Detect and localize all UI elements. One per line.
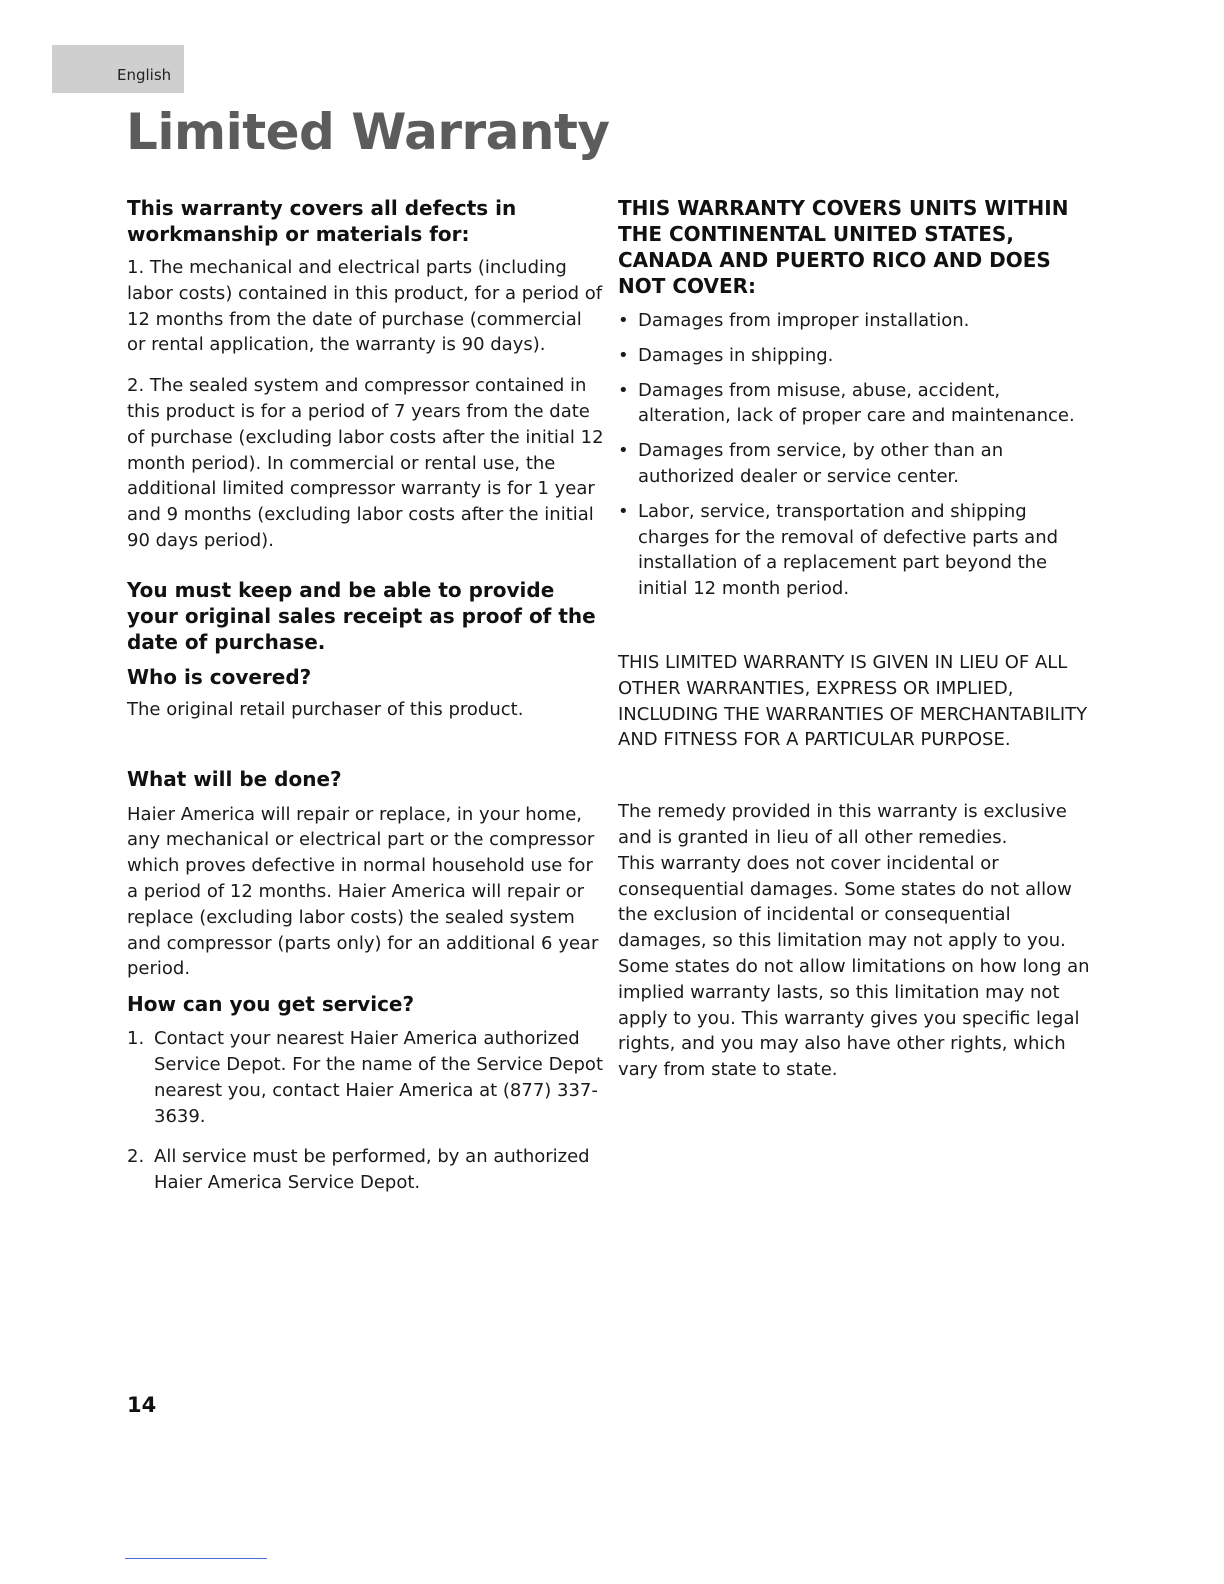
page-title: Limited Warranty	[126, 103, 610, 161]
what-done-text: Haier America will repair or replace, in your home, any mechanical or electrical part or the compressor which proves defective in normal household use for a period of 12 months. Haier America will repair or replace (excluding labor costs) the sealed system and compressor (parts only) for an additional 6 year period.	[127, 803, 599, 980]
service-step-2	[127, 1144, 605, 1196]
covers-heading: This warranty covers all defects in workmanship or materials for:	[127, 196, 517, 246]
exclusion-item: • Damages from misuse, abuse, accident, alteration, lack of proper care and maintenance.	[618, 378, 1093, 430]
what-done-heading: What will be done?	[127, 766, 342, 791]
get-service-heading: How can you get service?	[127, 992, 415, 1017]
receipt-heading: You must keep and be able to provide your original sales receipt as proof of the date of purchase.	[127, 577, 596, 654]
exclusions-heading: THIS WARRANTY COVERS UNITS WITHIN THE CONTINENTAL UNITED STATES, CANADA AND PUERTO RICO AND DOES NOT COVER:	[618, 196, 1069, 298]
bottom-rule	[125, 1558, 267, 1559]
exclusion-item: • Damages from service, by other than an authorized dealer or service center.	[618, 438, 1093, 490]
incidental-damages-statement: This warranty does not cover incidental or consequential damages. Some states do not allow the exclusion of incidental or consequential damages, so this limitation may not apply to you. Some states do not allow limitations on how long an implied warranty lasts, so this limitation may not apply to you. This warranty gives you specific legal rights, and you may also have other rights, which vary from state to state.	[618, 852, 1090, 1081]
page-number: 14	[127, 1393, 157, 1417]
in-lieu-statement: THIS LIMITED WARRANTY IS GIVEN IN LIEU OF ALL OTHER WARRANTIES, EXPRESS OR IMPLIED, INCLUDING THE WARRANTIES OF MERCHANTABILITY AND FITNESS FOR A PARTICULAR PURPOSE.	[618, 651, 1088, 751]
service-step-text: Contact your nearest Haier America authorized Service Depot. For the name of the Service Depot nearest you, contact Haier America at (877) 337-3639.	[154, 1028, 604, 1127]
coverage-item-1: 1. The mechanical and electrical parts (including labor costs) contained in this product, for a period of 12 months from the date of purchase (commercial or rental application, the warranty is 90 days).	[127, 257, 603, 356]
who-covered-heading: Who is covered?	[127, 664, 312, 689]
service-step-number: 2.	[127, 1146, 145, 1168]
right-column	[618, 195, 1093, 1083]
who-covered-text: The original retail purchaser of this product.	[127, 698, 524, 720]
exclusions-list	[618, 308, 1093, 602]
left-column	[127, 195, 605, 1196]
exclusion-item: • Damages from improper installation.	[618, 308, 1093, 334]
service-step-text: All service must be performed, by an authorized Haier America Service Depot.	[154, 1146, 590, 1194]
service-step-number: 1.	[127, 1028, 145, 1050]
coverage-item-2: 2. The sealed system and compressor contained in this product is for a period of 7 years from the date of purchase (excluding labor costs after the initial 12 month period). In commercial or rental use, the additional limited compressor warranty is for 1 year and 9 months (excluding labor costs after the initial 90 days period).	[127, 375, 604, 551]
exclusion-item: • Labor, service, transportation and shipping charges for the removal of defective parts and installation of a replacement part beyond the initial 12 month period.	[618, 499, 1093, 602]
remedy-statement: The remedy provided in this warranty is exclusive and is granted in lieu of all other remedies.	[618, 801, 1067, 848]
service-step-1	[127, 1026, 605, 1129]
language-tab: English	[52, 45, 184, 93]
service-steps-list	[127, 1026, 605, 1196]
exclusion-item: • Damages in shipping.	[618, 343, 1093, 369]
